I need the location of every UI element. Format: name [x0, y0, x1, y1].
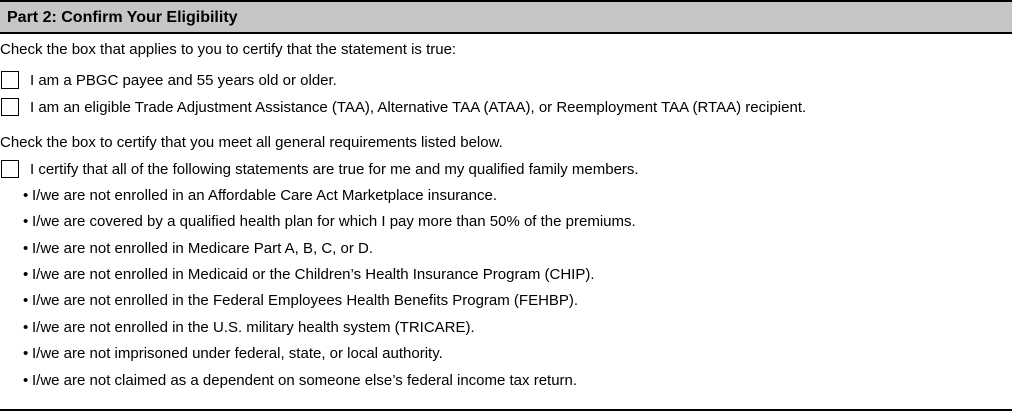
taa-recipient-checkbox[interactable] — [1, 98, 19, 116]
statement-text: I/we are not enrolled in Medicaid or the Children’s Health Insurance Program (CHIP). — [32, 266, 595, 283]
certify-checkbox[interactable] — [1, 160, 19, 178]
bullet-icon: • — [23, 187, 29, 204]
bullet-icon: • — [23, 292, 29, 309]
pbgc-payee-label: I am a PBGC payee and 55 years old or older. — [30, 72, 337, 89]
bullet-icon: • — [23, 372, 29, 389]
statement-text: I/we are covered by a qualified health plan for which I pay more than 50% of the premiums. — [32, 213, 636, 230]
bullet-icon: • — [23, 213, 29, 230]
statement-item — [23, 345, 443, 363]
statement-text: I/we are not claimed as a dependent on someone else’s federal income tax return. — [32, 372, 578, 389]
certify-label: I certify that all of the following statements are true for me and my qualified family members. — [30, 161, 639, 178]
statement-item — [23, 319, 475, 337]
bullet-icon: • — [23, 319, 29, 336]
statement-text: I/we are not imprisoned under federal, state, or local authority. — [32, 345, 443, 362]
section-header — [0, 0, 1012, 34]
section-bottom-rule — [0, 409, 1012, 411]
statement-item — [23, 240, 373, 258]
statement-text: I/we are not enrolled in the U.S. military health system (TRICARE). — [32, 319, 475, 336]
instruction-general: Check the box to certify that you meet all general requirements listed below. — [0, 134, 503, 151]
statement-item — [23, 213, 636, 231]
statement-item — [23, 266, 595, 284]
bullet-icon: • — [23, 266, 29, 283]
statement-item — [23, 372, 577, 390]
statement-text: I/we are not enrolled in Medicare Part A, B, C, or D. — [32, 240, 373, 257]
bullet-icon: • — [23, 240, 29, 257]
pbgc-payee-checkbox[interactable] — [1, 71, 19, 89]
taa-recipient-label: I am an eligible Trade Adjustment Assistance (TAA), Alternative TAA (ATAA), or Reemployment TAA (RTAA) recipient. — [30, 99, 807, 116]
statement-item — [23, 292, 578, 310]
statement-text: I/we are not enrolled in an Affordable Care Act Marketplace insurance. — [32, 187, 497, 204]
bullet-icon: • — [23, 345, 29, 362]
section-title: Part 2: Confirm Your Eligibility — [7, 9, 238, 26]
statement-text: I/we are not enrolled in the Federal Employees Health Benefits Program (FEHBP). — [32, 292, 579, 309]
instruction-applies: Check the box that applies to you to certify that the statement is true: — [0, 41, 457, 58]
statement-item — [23, 187, 497, 205]
